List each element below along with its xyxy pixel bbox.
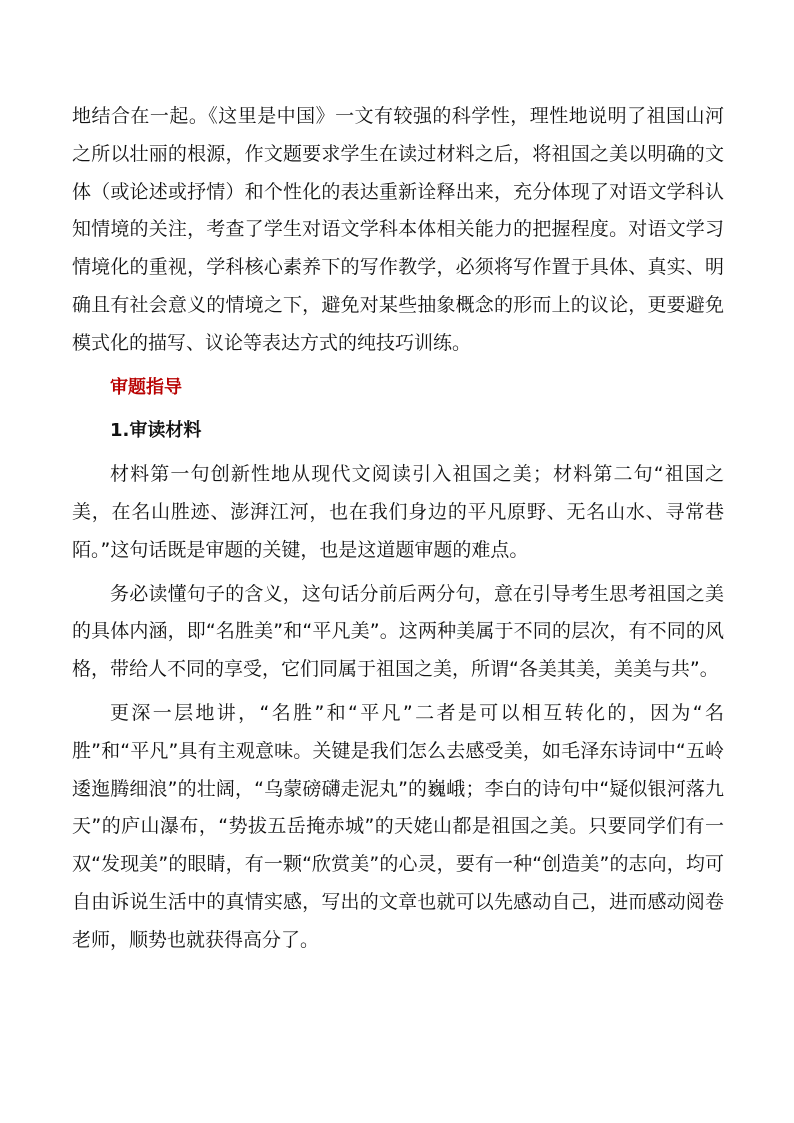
section-heading: 审题指导 [110, 376, 182, 398]
paragraph-material-analysis: 材料第一句创新性地从现代文阅读引入祖国之美；材料第二句“祖国之美，在名山胜迹、澎湃江河，也在我们身边的平凡原野、无名山水、寻常巷陌。”这句话既是审题的关键，也是这道题审题的难点。 [72, 463, 724, 561]
paragraph-sentence-meaning: 务必读懂句子的含义，这句话分前后两分句，意在引导考生思考祖国之美的具体内涵，即“名胜美”和“平凡美”。这两种美属于不同的层次，有不同的风格，带给人不同的享受，它们同属于祖国之美，所谓“各美其美，美美与共”。 [72, 582, 724, 681]
paragraph-continuation: 地结合在一起。《这里是中国》一文有较强的科学性，理性地说明了祖国山河之所以壮丽的根源，作文题要求学生在读过材料之后，将祖国之美以明确的文体（或论述或抒情）和个性化的表达重新诠释出来，充分体现了对语文学科认知情境的关注，考查了学生对语文学科本体相关能力的把握程度。对语文学习情境化的重视，学科核心素养下的写作教学，必须将写作置于具体、真实、明确且有社会意义的情境之下，避免对某些抽象概念的形而上的议论，更要避免模式化的描写、议论等表达方式的纯技巧训练。 [72, 105, 724, 354]
document-page [72, 98, 724, 960]
paragraph-deeper-discussion: 更深一层地讲，“名胜”和“平凡”二者是可以相互转化的，因为“名胜”和“平凡”具有主观意味。关键是我们怎么去感受美，如毛泽东诗词中“五岭逶迤腾细浪”的壮阔，“乌蒙磅礴走泥丸”的巍峨；李白的诗句中“疑似银河落九天”的庐山瀑布，“势拔五岳掩赤城”的天姥山都是祖国之美。只要同学们有一双“发现美”的眼睛，有一颗“欣赏美”的心灵，要有一种“创造美”的志向，均可自由诉说生活中的真情实感，写出的文章也就可以先感动自己，进而感动阅卷老师，顺势也就获得高分了。 [72, 701, 724, 951]
subheading-material-reading: 1.审读材料 [110, 420, 202, 442]
